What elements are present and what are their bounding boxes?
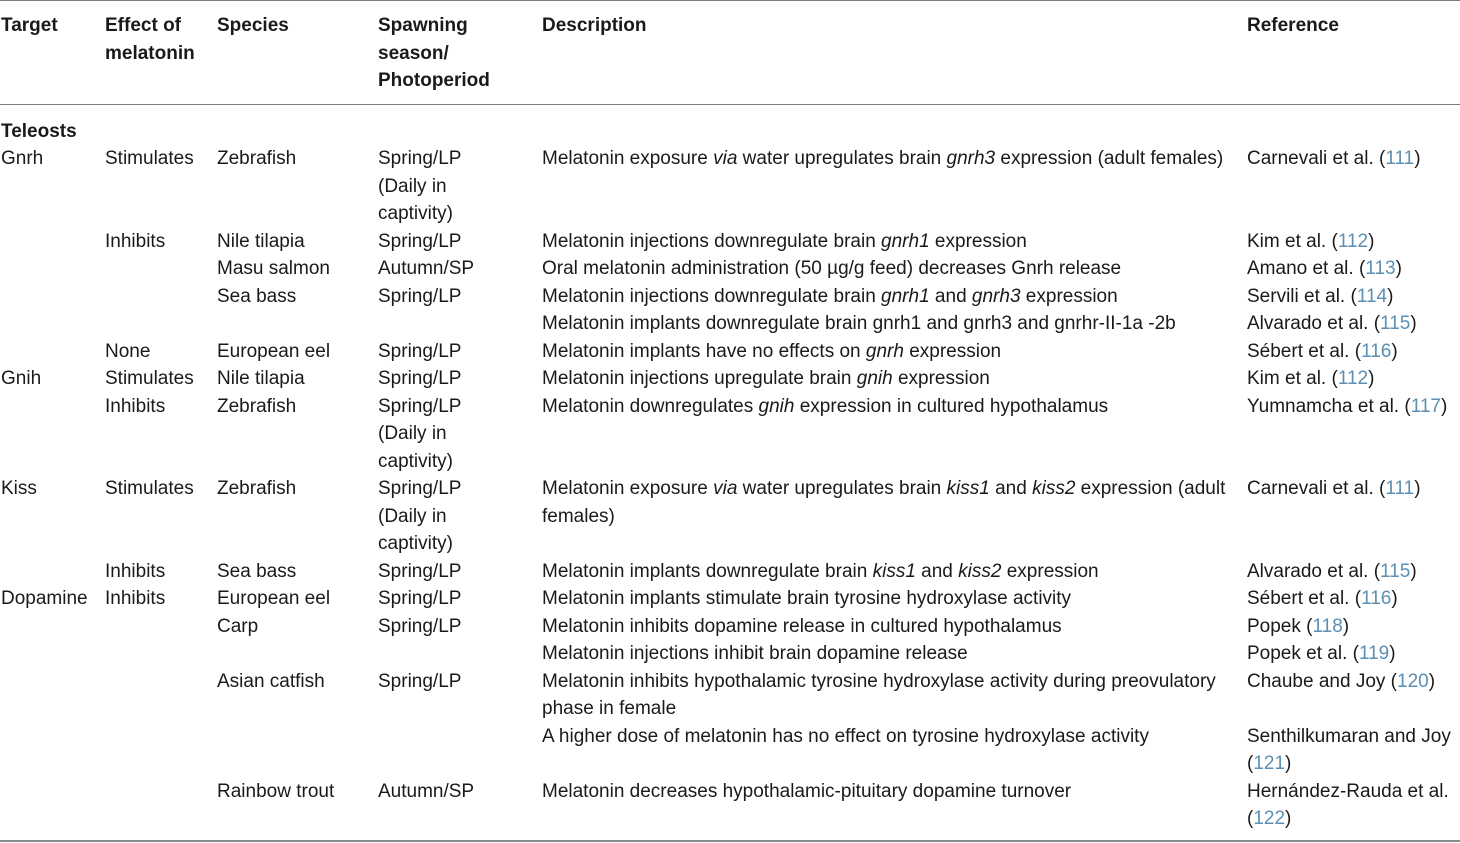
reference-close-paren: ) — [1410, 560, 1417, 582]
reference-authors: Servili et al. ( — [1247, 285, 1357, 307]
cell-season: Spring/LP — [378, 368, 462, 389]
description-text: expression — [1001, 560, 1099, 582]
description-text: Melatonin implants downregulate brain gnrh1 and gnrh3 and gnrhr-II-1a -2b — [542, 313, 1176, 334]
cell-description — [542, 475, 1247, 558]
cell-target — [0, 558, 105, 586]
cell-target — [0, 338, 105, 366]
cell-effect: Inhibits — [105, 560, 166, 582]
cell-species: Nile tilapia — [217, 368, 305, 389]
cell-effect — [105, 613, 217, 641]
cell-species: Sea bass — [217, 285, 297, 307]
cell-reference — [1247, 338, 1460, 366]
table-row — [0, 228, 1460, 256]
reference-number-link[interactable]: 117 — [1410, 395, 1441, 417]
col-header-species: Species — [217, 15, 289, 36]
description-text: expression — [1020, 285, 1118, 307]
cell-reference — [1247, 778, 1460, 833]
description-text: Melatonin injections inhibit brain dopamine release — [542, 643, 968, 664]
cell-species: Masu salmon — [217, 258, 330, 279]
reference-authors: Sébert et al. ( — [1247, 340, 1362, 362]
cell-reference — [1247, 228, 1460, 256]
description-text: A higher dose of melatonin has no effect on tyrosine hydroxylase activity — [542, 725, 1149, 747]
description-italic-text: kiss1 — [872, 560, 916, 582]
reference-authors: Sébert et al. ( — [1247, 588, 1362, 609]
cell-target: Dopamine — [1, 588, 88, 609]
reference-authors: Yumnamcha et al. ( — [1247, 395, 1411, 417]
table-row — [0, 668, 1460, 723]
table-row — [0, 723, 1460, 778]
cell-description — [542, 723, 1247, 778]
cell-target: Gnrh — [1, 148, 44, 169]
reference-number-link[interactable]: 120 — [1397, 670, 1429, 692]
reference-close-paren: ) — [1441, 395, 1448, 417]
description-italic-text: gnrh3 — [946, 148, 996, 169]
table-bottom-rule — [0, 840, 1460, 842]
cell-species: Zebrafish — [217, 478, 297, 499]
cell-description — [542, 640, 1247, 668]
cell-effect: Inhibits — [105, 230, 166, 252]
cell-description — [542, 228, 1247, 256]
cell-season: Autumn/SP — [378, 258, 475, 279]
description-text: expression (adult females) — [995, 148, 1224, 169]
description-text: expression — [903, 340, 1002, 362]
cell-reference — [1247, 613, 1460, 641]
reference-close-paren: ) — [1387, 285, 1394, 307]
description-text: water upregulates brain — [737, 478, 947, 499]
table-row — [0, 640, 1460, 668]
description-text: Melatonin injections downregulate brain — [542, 230, 882, 252]
reference-number-link[interactable]: 116 — [1361, 588, 1392, 609]
cell-description — [542, 338, 1247, 366]
reference-number-link[interactable]: 119 — [1358, 643, 1390, 664]
reference-number-link[interactable]: 115 — [1380, 560, 1411, 582]
description-italic-text: kiss2 — [1032, 478, 1076, 499]
reference-authors: Alvarado et al. ( — [1247, 313, 1381, 334]
cell-target — [0, 778, 105, 833]
cell-target — [0, 255, 105, 283]
reference-number-link[interactable]: 114 — [1356, 285, 1388, 307]
reference-close-paren: ) — [1395, 258, 1402, 279]
description-italic-text: gnrh3 — [971, 285, 1021, 307]
cell-species — [217, 640, 378, 668]
cell-season: Spring/LP — [378, 285, 462, 307]
group-title: Teleosts — [1, 120, 77, 142]
cell-reference — [1247, 558, 1460, 586]
cell-reference — [1247, 640, 1460, 668]
reference-number-link[interactable]: 121 — [1253, 753, 1286, 774]
cell-season — [378, 640, 542, 668]
reference-number-link[interactable]: 112 — [1337, 230, 1369, 252]
description-text: Melatonin downregulates — [542, 395, 759, 417]
reference-close-paren: ) — [1389, 643, 1396, 664]
cell-target — [0, 723, 105, 778]
reference-close-paren: ) — [1410, 313, 1417, 334]
table-row — [0, 393, 1460, 476]
reference-close-paren: ) — [1368, 368, 1375, 389]
cell-species: Nile tilapia — [217, 230, 305, 252]
cell-effect: Stimulates — [105, 478, 194, 499]
cell-effect — [105, 310, 217, 338]
description-text: Melatonin exposure — [542, 478, 714, 499]
cell-reference — [1247, 145, 1460, 228]
cell-description — [542, 668, 1247, 723]
description-text: Melatonin injections downregulate brain — [542, 285, 882, 307]
table-row — [0, 310, 1460, 338]
description-text: Melatonin exposure — [542, 148, 714, 169]
description-text: Oral melatonin administration (50 µg/g feed) decreases Gnrh release — [542, 258, 1122, 279]
reference-close-paren: ) — [1368, 230, 1375, 252]
cell-species: Zebrafish — [217, 148, 297, 169]
cell-effect — [105, 283, 217, 311]
cell-season: Spring/LP — [378, 588, 462, 609]
cell-reference — [1247, 668, 1460, 723]
reference-close-paren: ) — [1285, 808, 1292, 829]
description-italic-text: gnih — [758, 395, 795, 417]
table-row — [0, 613, 1460, 641]
description-text: Melatonin inhibits dopamine release in cultured hypothalamus — [542, 615, 1062, 637]
reference-number-link[interactable]: 118 — [1312, 615, 1343, 637]
table-row — [0, 145, 1460, 228]
group-row — [0, 105, 1460, 146]
reference-number-link[interactable]: 112 — [1337, 368, 1369, 389]
description-text: water upregulates brain — [737, 148, 947, 169]
reference-authors: Senthilkumaran and Joy ( — [1247, 725, 1451, 774]
reference-close-paren: ) — [1428, 670, 1436, 692]
reference-authors: Chaube and Joy ( — [1247, 670, 1397, 692]
col-header-reference: Reference — [1247, 15, 1339, 36]
description-text: and — [915, 560, 959, 582]
cell-description — [542, 585, 1247, 613]
cell-species: European eel — [217, 340, 331, 362]
cell-reference — [1247, 475, 1460, 558]
col-header-season: Spawning season/ Photoperiod — [378, 15, 490, 91]
description-text: expression — [929, 230, 1027, 252]
col-header-description: Description — [542, 15, 647, 36]
cell-reference — [1247, 585, 1460, 613]
cell-description — [542, 393, 1247, 476]
cell-effect — [105, 778, 217, 833]
description-italic-text: via — [713, 478, 738, 499]
reference-close-paren: ) — [1342, 615, 1350, 637]
cell-description — [542, 283, 1247, 311]
cell-description — [542, 310, 1247, 338]
description-italic-text: via — [713, 148, 738, 169]
cell-reference — [1247, 723, 1460, 778]
reference-close-paren: ) — [1414, 478, 1421, 499]
reference-authors: Alvarado et al. ( — [1247, 560, 1381, 582]
description-text: expression — [892, 368, 990, 389]
col-header-effect: Effect of melatonin — [105, 15, 195, 64]
cell-species: Sea bass — [217, 560, 297, 582]
description-text: Melatonin injections upregulate brain — [542, 368, 857, 389]
cell-species — [217, 723, 378, 778]
reference-close-paren: ) — [1391, 340, 1398, 362]
cell-target: Gnih — [1, 368, 42, 389]
cell-description — [542, 145, 1247, 228]
cell-season — [378, 310, 542, 338]
cell-species: Rainbow trout — [217, 780, 335, 802]
cell-species: Zebrafish — [217, 395, 297, 417]
reference-number-link[interactable]: 111 — [1385, 148, 1415, 169]
cell-effect: Stimulates — [105, 368, 194, 389]
description-text: expression in cultured hypothalamus — [794, 395, 1109, 417]
table-row — [0, 558, 1460, 586]
reference-authors: Hernández-Rauda et al. ( — [1247, 780, 1449, 829]
reference-authors: Kim et al. ( — [1247, 368, 1338, 389]
reference-close-paren: ) — [1414, 148, 1421, 169]
cell-season — [378, 723, 542, 778]
cell-effect: Inhibits — [105, 588, 166, 609]
reference-number-link[interactable]: 115 — [1380, 313, 1411, 334]
cell-effect — [105, 668, 217, 723]
cell-species — [217, 310, 378, 338]
reference-authors: Popek ( — [1247, 615, 1313, 637]
description-text: Melatonin implants downregulate brain — [542, 560, 873, 582]
cell-effect: None — [105, 340, 151, 362]
cell-effect: Inhibits — [105, 395, 166, 417]
cell-effect — [105, 723, 217, 778]
reference-close-paren: ) — [1391, 588, 1398, 609]
description-text: Melatonin implants have no effects on — [542, 340, 866, 362]
table-row — [0, 475, 1460, 558]
cell-target — [0, 283, 105, 311]
reference-authors: Amano et al. ( — [1247, 258, 1366, 279]
description-italic-text: gnih — [856, 368, 893, 389]
reference-number-link[interactable]: 116 — [1361, 340, 1392, 362]
cell-species: Asian catfish — [217, 670, 325, 692]
cell-target — [0, 613, 105, 641]
description-italic-text: kiss2 — [958, 560, 1002, 582]
cell-season: Spring/LP — [378, 560, 462, 582]
cell-season: Spring/LP (Daily in captivity) — [378, 395, 462, 472]
cell-target — [0, 228, 105, 256]
cell-target — [0, 640, 105, 668]
cell-season: Spring/LP (Daily in captivity) — [378, 478, 462, 554]
cell-species: Carp — [217, 615, 259, 637]
reference-authors: Carnevali et al. ( — [1247, 148, 1386, 169]
cell-effect — [105, 255, 217, 283]
cell-target: Kiss — [1, 478, 37, 499]
table-row — [0, 283, 1460, 311]
reference-number-link[interactable]: 122 — [1253, 808, 1286, 829]
cell-season: Spring/LP — [378, 670, 462, 692]
description-italic-text: kiss1 — [946, 478, 990, 499]
description-italic-text: gnrh1 — [881, 285, 930, 307]
description-italic-text: gnrh — [865, 340, 904, 362]
cell-reference — [1247, 283, 1460, 311]
reference-number-link[interactable]: 113 — [1365, 258, 1396, 279]
col-header-target: Target — [1, 15, 58, 36]
reference-close-paren: ) — [1285, 753, 1292, 774]
header-row — [0, 0, 1460, 105]
cell-description — [542, 365, 1247, 393]
cell-description — [542, 613, 1247, 641]
description-text: Melatonin decreases hypothalamic-pituitary dopamine turnover — [542, 780, 1072, 802]
description-text: Melatonin inhibits hypothalamic tyrosine hydroxylase activity during preovulatory phase in female — [542, 670, 1216, 719]
description-text: expression (adult females) — [542, 478, 1226, 527]
description-text: and — [929, 285, 972, 307]
cell-season: Spring/LP (Daily in captivity) — [378, 148, 462, 224]
table-row — [0, 255, 1460, 283]
cell-effect: Stimulates — [105, 148, 194, 169]
table-row — [0, 585, 1460, 613]
cell-description — [542, 778, 1247, 833]
cell-target — [0, 668, 105, 723]
cell-season: Spring/LP — [378, 615, 462, 637]
cell-description — [542, 558, 1247, 586]
cell-target — [0, 393, 105, 476]
cell-season: Autumn/SP — [378, 780, 475, 802]
cell-reference — [1247, 255, 1460, 283]
cell-season: Spring/LP — [378, 340, 462, 362]
description-text: and — [989, 478, 1033, 499]
cell-target — [0, 310, 105, 338]
reference-authors: Popek et al. ( — [1247, 643, 1359, 664]
description-italic-text: gnrh1 — [881, 230, 930, 252]
reference-authors: Carnevali et al. ( — [1247, 478, 1386, 499]
cell-effect — [105, 640, 217, 668]
description-text: Melatonin implants stimulate brain tyrosine hydroxylase activity — [542, 588, 1072, 609]
cell-season: Spring/LP — [378, 230, 462, 252]
reference-authors: Kim et al. ( — [1247, 230, 1338, 252]
cell-reference — [1247, 365, 1460, 393]
cell-reference — [1247, 310, 1460, 338]
cell-description — [542, 255, 1247, 283]
table-row — [0, 338, 1460, 366]
table-row — [0, 365, 1460, 393]
reference-number-link[interactable]: 111 — [1385, 478, 1415, 499]
cell-species: European eel — [217, 588, 331, 609]
cell-reference — [1247, 393, 1460, 476]
table-row — [0, 778, 1460, 833]
